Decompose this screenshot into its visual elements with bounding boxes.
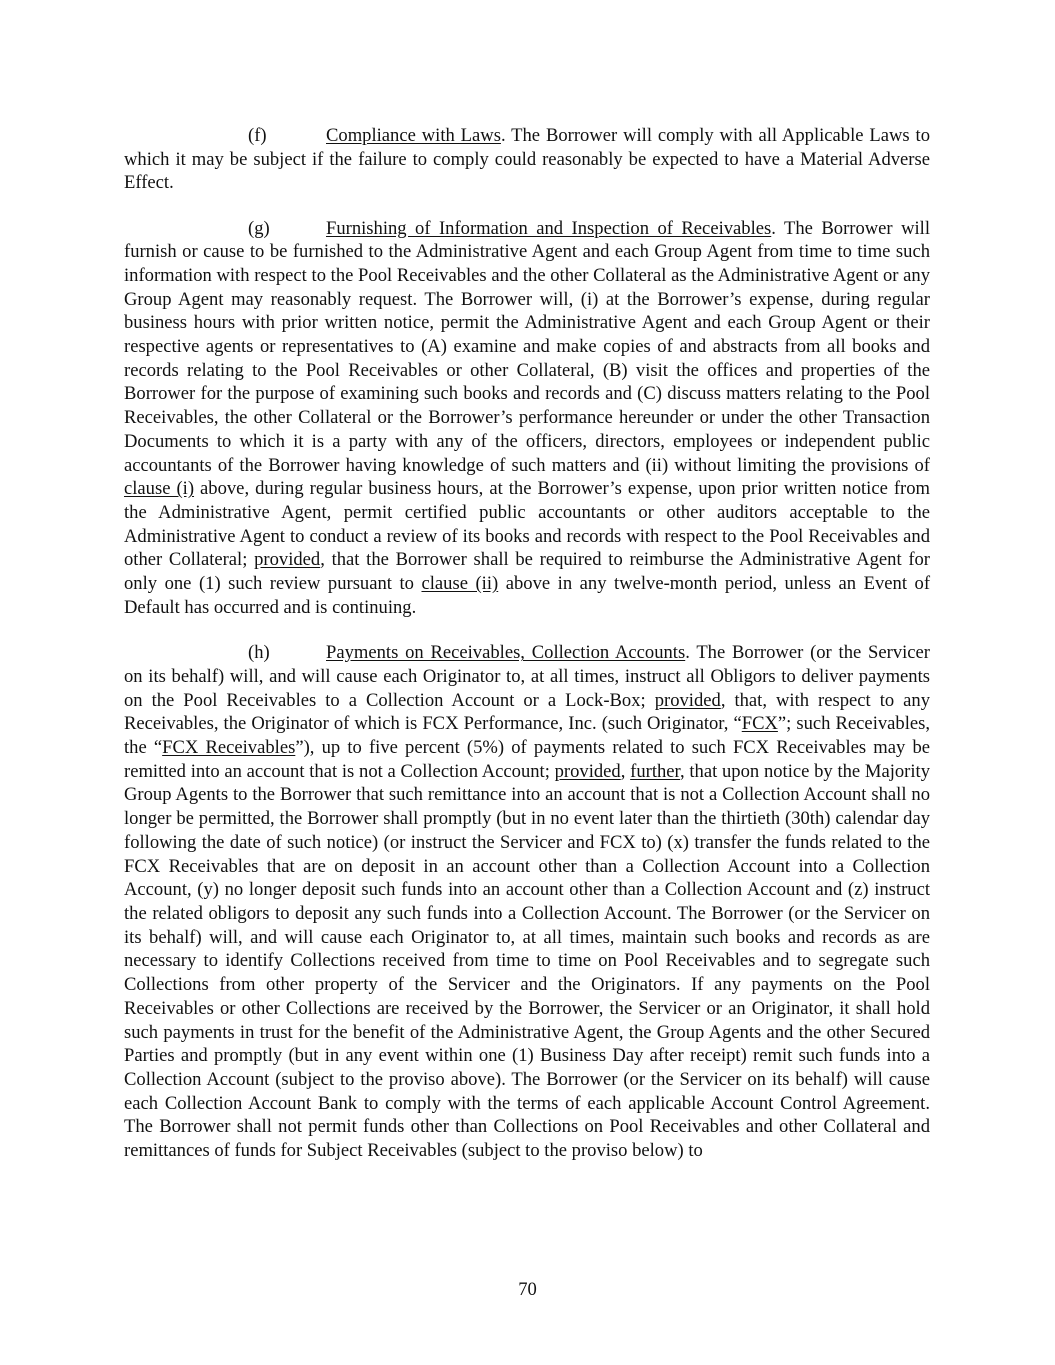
heading-payments-on-receivables: Payments on Receivables, Collection Accounts xyxy=(326,642,686,664)
fcx-receivables-defined-term: FCX Receivables xyxy=(162,737,296,759)
paragraph-h-text-1: . The Borrower (or the Servicer on its behalf) will, and will cause each Originator to, at all times, instruct all Obligors to deliver payments on the Pool Receivables to a Collection Account or a Lock-Box; xyxy=(124,642,930,711)
clause-label-h: (h) xyxy=(248,642,270,664)
provided-term: provided xyxy=(254,549,321,571)
paragraph-f-text: . The Borrower will comply with all Applicable Laws to which it may be subject if the failure to comply could reasonably be expected to have a Material Adverse Effect. xyxy=(124,125,930,194)
further-term: further xyxy=(630,760,680,782)
clause-label-f: (f) xyxy=(248,125,267,146)
paragraph-g xyxy=(124,217,930,620)
paragraph-g-text-4: above in any twelve-month period, unless an Event of Default has occurred and is continuing. xyxy=(124,573,931,618)
paragraph-f xyxy=(124,124,930,195)
paragraph-h-text-6: , that upon notice by the Majority Group Agents to the Borrower that such remittance into an account that is not a Collection Account shall no longer be permitted, the Borrower shall promptly (but in no event later than the thirtieth (30th) calendar day following the date of such notice) (or instruct the Servicer and FCX to) (x) transfer the funds related to the FCX Receivables that are on deposit in an account other than a Collection Account into a Collection Account, (y) no longer deposit such funds into an account other than a Collection Account and (z) instruct the related obligors to deposit any such funds into a Collection Account. The Borrower (or the Servicer on its behalf) will, and will cause each Originator to, at all times, maintain such books and records as are necessary to identify Collections received from time to time on Pool Receivables and to segregate such Collections from other property of the Servicer and the Originators. If any payments on the Pool Receivables or other Collections are received by the Borrower, the Servicer or an Originator, it shall hold such payments in trust for the benefit of the Administrative Agent, the Group Agents and the other Secured Parties and promptly (but in any event within one (1) Business Day after receipt) remit such funds into a Collection Account (subject to the proviso above). The Borrower (or the Servicer on its behalf) will cause each Collection Account Bank to comply with the terms of each applicable Account Control Agreement. The Borrower shall not permit funds other than Collections on Pool Receivables and other Collateral and remittances of funds for Subject Receivables (subject to the proviso below) to xyxy=(124,760,931,1162)
clause-label-g: (g) xyxy=(248,217,270,239)
provided-term: provided xyxy=(654,689,721,711)
paragraph-h-text-3: ”; such Receivables, the “ xyxy=(124,713,931,759)
page-number: 70 xyxy=(518,1279,537,1300)
paragraph-h-text-2: , that, with respect to any Receivables, the Originator of which is FCX Performance, Inc. (such Originator, “ xyxy=(124,689,931,735)
paragraph-h-text-5: , xyxy=(620,760,631,782)
paragraph-h xyxy=(124,641,930,1162)
document-page xyxy=(124,124,930,1184)
provided-term: provided xyxy=(554,760,621,782)
heading-compliance-with-laws: Compliance with Laws xyxy=(326,125,501,146)
heading-furnishing-information: Furnishing of Information and Inspection of Receivables xyxy=(326,217,772,239)
clause-ii-reference: clause (ii) xyxy=(421,573,499,595)
clause-i-reference: clause (i) xyxy=(124,478,195,500)
paragraph-h-text-4: ”), up to five percent (5%) of payments related to such FCX Receivables may be remitted into an account that is not a Collection Account; xyxy=(124,737,930,782)
paragraph-g-text-2: above, during regular business hours, at the Borrower’s expense, upon prior written notice from the Administrative Agent, permit certified public accountants or other auditors acceptable to the Administrative Agent to conduct a review of its books and records with respect to the Pool Receivables and other Collateral; xyxy=(124,478,931,571)
paragraph-g-text-1: . The Borrower will furnish or cause to be furnished to the Administrative Agent and each Group Agent from time to time such information with respect to the Pool Receivables and the other Collateral as the Administrative Agent or any Group Agent may reasonably request. The Borrower will, (i) at the Borrower’s expense, during regular business hours with prior written notice, permit the Administrative Agent and each Group Agent or their respective agents or representatives to (A) examine and make copies of and abstracts from all books and records relating to the Pool Receivables or other Collateral, (B) visit the offices and properties of the Borrower for the purpose of examining such books and records and (C) discuss matters relating to the Pool Receivables, the other Collateral or the Borrower’s performance hereunder or under the other Transaction Documents to which it is a party with any of the officers, directors, employees or independent public accountants of the Borrower having knowledge of such matters and (ii) without limiting the provisions of xyxy=(124,217,930,476)
fcx-defined-term: FCX xyxy=(741,713,778,735)
paragraph-g-text-3: , that the Borrower shall be required to reimburse the Administrative Agent for only one (1) such review pursuant to xyxy=(124,549,930,595)
